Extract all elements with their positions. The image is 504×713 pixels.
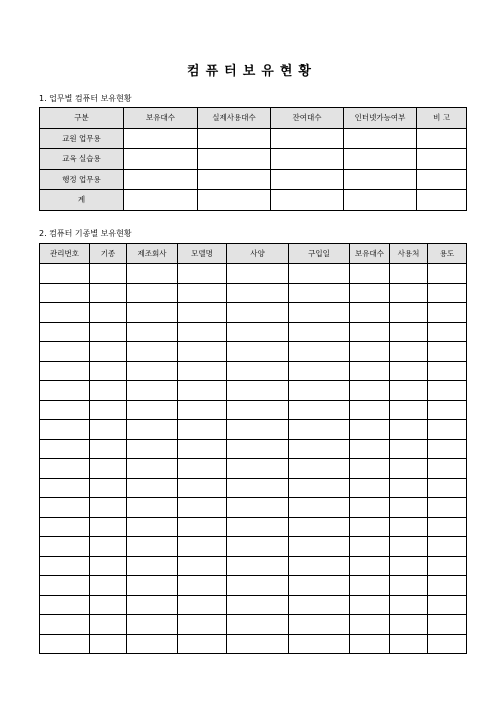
table-cell[interactable] — [124, 190, 198, 211]
table-cell[interactable] — [428, 615, 467, 635]
table-cell[interactable] — [127, 303, 178, 323]
table-cell[interactable] — [178, 322, 227, 342]
table-row — [40, 264, 467, 284]
table-cell[interactable] — [289, 537, 350, 557]
table-row — [40, 169, 467, 190]
table-cell[interactable] — [127, 400, 178, 420]
table-cell[interactable] — [227, 537, 289, 557]
col-manufacturer: 제조회사 — [127, 244, 178, 264]
table-cell[interactable] — [227, 615, 289, 635]
table-cell[interactable] — [40, 381, 90, 401]
table-cell[interactable] — [428, 634, 467, 654]
col-model-type: 기종 — [90, 244, 127, 264]
table-cell[interactable] — [289, 556, 350, 576]
table-cell[interactable] — [178, 459, 227, 479]
table-cell[interactable] — [178, 420, 227, 440]
table-cell[interactable] — [390, 439, 428, 459]
table-cell[interactable] — [40, 439, 90, 459]
table-cell[interactable] — [127, 595, 178, 615]
col-remaining-count: 잔여대수 — [271, 108, 344, 129]
table-cell[interactable] — [227, 634, 289, 654]
table-cell[interactable] — [271, 149, 344, 170]
table-cell[interactable] — [428, 420, 467, 440]
table-row — [40, 303, 467, 323]
table-cell[interactable] — [40, 498, 90, 518]
table-cell[interactable] — [40, 595, 90, 615]
table-cell[interactable] — [428, 595, 467, 615]
table-cell[interactable] — [344, 149, 417, 170]
table-cell[interactable] — [350, 264, 390, 284]
table-cell[interactable] — [40, 634, 90, 654]
table-cell[interactable] — [90, 283, 127, 303]
table-cell[interactable] — [90, 400, 127, 420]
table-cell[interactable] — [428, 342, 467, 362]
table-cell[interactable] — [90, 381, 127, 401]
table-cell[interactable] — [127, 576, 178, 596]
table-cell[interactable] — [350, 400, 390, 420]
table-cell[interactable] — [289, 303, 350, 323]
table-cell[interactable] — [90, 361, 127, 381]
table-cell[interactable] — [90, 342, 127, 362]
table-cell[interactable] — [289, 420, 350, 440]
table-cell[interactable] — [350, 498, 390, 518]
table-cell[interactable] — [90, 498, 127, 518]
table-cell[interactable] — [127, 615, 178, 635]
table-cell[interactable] — [271, 128, 344, 149]
table-cell[interactable] — [178, 498, 227, 518]
table-cell[interactable] — [227, 556, 289, 576]
table-cell[interactable] — [350, 283, 390, 303]
model-table — [39, 243, 467, 654]
table-cell[interactable] — [178, 264, 227, 284]
table-cell[interactable] — [390, 459, 428, 479]
table-row — [40, 634, 467, 654]
table-cell[interactable] — [390, 303, 428, 323]
table-cell[interactable] — [289, 615, 350, 635]
row-label: 행정 업무용 — [40, 169, 124, 190]
table-cell[interactable] — [178, 615, 227, 635]
table-row — [40, 517, 467, 537]
table-row — [40, 478, 467, 498]
table-cell[interactable] — [127, 537, 178, 557]
table-cell[interactable] — [40, 420, 90, 440]
table-cell[interactable] — [428, 517, 467, 537]
table-cell[interactable] — [350, 342, 390, 362]
table-cell[interactable] — [127, 264, 178, 284]
table-cell[interactable] — [127, 478, 178, 498]
table-cell[interactable] — [390, 264, 428, 284]
table-cell[interactable] — [178, 283, 227, 303]
table-cell[interactable] — [417, 169, 467, 190]
col-purpose: 용도 — [428, 244, 467, 264]
section1-heading: 1. 업무별 컴퓨터 보유현황 — [39, 94, 132, 103]
table-cell[interactable] — [227, 361, 289, 381]
table-cell[interactable] — [90, 439, 127, 459]
table-cell[interactable] — [227, 400, 289, 420]
table-cell[interactable] — [90, 595, 127, 615]
table-cell[interactable] — [178, 439, 227, 459]
table-cell[interactable] — [198, 128, 271, 149]
table-cell[interactable] — [178, 556, 227, 576]
table-cell[interactable] — [289, 459, 350, 479]
table-row — [40, 615, 467, 635]
table-cell[interactable] — [390, 556, 428, 576]
table-cell[interactable] — [124, 169, 198, 190]
table-cell[interactable] — [428, 459, 467, 479]
table-cell[interactable] — [40, 556, 90, 576]
table-cell[interactable] — [428, 400, 467, 420]
table-cell[interactable] — [289, 634, 350, 654]
table-cell[interactable] — [390, 400, 428, 420]
table-cell[interactable] — [227, 322, 289, 342]
table-cell[interactable] — [390, 537, 428, 557]
table-cell[interactable] — [390, 517, 428, 537]
table-cell[interactable] — [227, 420, 289, 440]
table-cell[interactable] — [90, 420, 127, 440]
table-cell[interactable] — [124, 149, 198, 170]
table-row — [40, 537, 467, 557]
table-cell[interactable] — [40, 400, 90, 420]
row-label: 계 — [40, 190, 124, 211]
table-cell[interactable] — [127, 361, 178, 381]
table-cell[interactable] — [127, 342, 178, 362]
table-cell[interactable] — [350, 420, 390, 440]
table-cell[interactable] — [271, 169, 344, 190]
table-cell[interactable] — [127, 439, 178, 459]
table-cell[interactable] — [390, 342, 428, 362]
table-cell[interactable] — [178, 576, 227, 596]
table-row — [40, 400, 467, 420]
table-cell[interactable] — [350, 322, 390, 342]
table-cell[interactable] — [390, 381, 428, 401]
table-cell[interactable] — [289, 439, 350, 459]
table-cell[interactable] — [178, 303, 227, 323]
table-cell[interactable] — [350, 517, 390, 537]
table-cell[interactable] — [350, 595, 390, 615]
table-cell[interactable] — [90, 556, 127, 576]
table-cell[interactable] — [40, 361, 90, 381]
table-cell[interactable] — [90, 322, 127, 342]
table-cell[interactable] — [428, 537, 467, 557]
table-cell[interactable] — [127, 498, 178, 518]
table-cell[interactable] — [127, 556, 178, 576]
row-label: 교육 실습용 — [40, 149, 124, 170]
table-cell[interactable] — [90, 615, 127, 635]
table-cell[interactable] — [428, 478, 467, 498]
table-cell[interactable] — [40, 517, 90, 537]
table-cell[interactable] — [127, 322, 178, 342]
table-cell[interactable] — [271, 190, 344, 211]
table-cell[interactable] — [417, 190, 467, 211]
table-cell[interactable] — [178, 381, 227, 401]
usage-table-header — [40, 108, 467, 129]
section2-heading: 2. 컴퓨터 기종별 보유현황 — [39, 229, 132, 238]
table-cell[interactable] — [40, 576, 90, 596]
table-cell[interactable] — [428, 264, 467, 284]
table-cell[interactable] — [178, 478, 227, 498]
table-cell[interactable] — [227, 303, 289, 323]
table-row — [40, 149, 467, 170]
table-cell[interactable] — [289, 283, 350, 303]
table-row — [40, 420, 467, 440]
table-cell[interactable] — [227, 576, 289, 596]
model-table-header — [40, 244, 467, 264]
table-cell[interactable] — [227, 283, 289, 303]
table-cell[interactable] — [428, 556, 467, 576]
table-cell[interactable] — [227, 439, 289, 459]
table-cell[interactable] — [198, 149, 271, 170]
table-cell[interactable] — [350, 381, 390, 401]
table-cell[interactable] — [40, 303, 90, 323]
col-internet-available: 인터넷가능여부 — [344, 108, 417, 129]
col-remarks: 비 고 — [417, 108, 467, 129]
table-cell[interactable] — [178, 400, 227, 420]
table-cell[interactable] — [390, 420, 428, 440]
table-cell[interactable] — [198, 190, 271, 211]
table-row — [40, 128, 467, 149]
table-cell[interactable] — [428, 283, 467, 303]
table-cell[interactable] — [289, 478, 350, 498]
table-cell[interactable] — [178, 361, 227, 381]
table-cell[interactable] — [417, 128, 467, 149]
table-cell[interactable] — [178, 595, 227, 615]
table-cell[interactable] — [428, 322, 467, 342]
table-cell[interactable] — [178, 342, 227, 362]
table-cell[interactable] — [350, 478, 390, 498]
table-cell[interactable] — [227, 381, 289, 401]
table-row — [40, 322, 467, 342]
table-cell[interactable] — [390, 478, 428, 498]
table-cell[interactable] — [344, 169, 417, 190]
table-row — [40, 576, 467, 596]
table-cell[interactable] — [40, 459, 90, 479]
table-cell[interactable] — [127, 459, 178, 479]
table-cell[interactable] — [90, 634, 127, 654]
col-specification: 사양 — [227, 244, 289, 264]
table-cell[interactable] — [428, 576, 467, 596]
table-cell[interactable] — [350, 615, 390, 635]
table-cell[interactable] — [390, 615, 428, 635]
table-cell[interactable] — [178, 517, 227, 537]
table-cell[interactable] — [428, 381, 467, 401]
table-row — [40, 342, 467, 362]
col-owned-count: 보유대수 — [124, 108, 198, 129]
col-purchase-date: 구입일 — [289, 244, 350, 264]
table-cell[interactable] — [417, 149, 467, 170]
table-row — [40, 498, 467, 518]
table-cell[interactable] — [227, 264, 289, 284]
col-owned-count: 보유대수 — [350, 244, 390, 264]
table-cell[interactable] — [390, 595, 428, 615]
table-cell[interactable] — [428, 303, 467, 323]
table-cell[interactable] — [90, 264, 127, 284]
table-cell[interactable] — [90, 537, 127, 557]
table-cell[interactable] — [227, 342, 289, 362]
table-cell[interactable] — [198, 169, 271, 190]
table-cell[interactable] — [90, 303, 127, 323]
table-cell[interactable] — [127, 517, 178, 537]
col-actual-use-count: 실제사용대수 — [198, 108, 271, 129]
table-cell[interactable] — [350, 303, 390, 323]
table-cell[interactable] — [390, 498, 428, 518]
table-cell[interactable] — [289, 264, 350, 284]
table-cell[interactable] — [227, 595, 289, 615]
row-label: 교원 업무용 — [40, 128, 124, 149]
table-row — [40, 381, 467, 401]
table-cell[interactable] — [289, 381, 350, 401]
table-cell[interactable] — [289, 576, 350, 596]
table-row — [40, 459, 467, 479]
table-cell[interactable] — [350, 459, 390, 479]
table-row — [40, 361, 467, 381]
table-cell[interactable] — [124, 128, 198, 149]
page-title: 컴퓨터보유현황 — [187, 64, 317, 79]
table-cell[interactable] — [344, 128, 417, 149]
table-cell[interactable] — [350, 556, 390, 576]
table-cell[interactable] — [227, 517, 289, 537]
col-management-number: 관리번호 — [40, 244, 90, 264]
table-row — [40, 556, 467, 576]
table-cell[interactable] — [289, 595, 350, 615]
table-cell[interactable] — [390, 634, 428, 654]
table-cell[interactable] — [127, 381, 178, 401]
table-cell[interactable] — [227, 498, 289, 518]
table-row — [40, 283, 467, 303]
table-cell[interactable] — [390, 283, 428, 303]
table-cell[interactable] — [289, 517, 350, 537]
table-cell[interactable] — [40, 615, 90, 635]
table-cell[interactable] — [40, 322, 90, 342]
col-category: 구분 — [40, 108, 124, 129]
table-cell[interactable] — [178, 537, 227, 557]
table-cell[interactable] — [227, 478, 289, 498]
table-cell[interactable] — [90, 459, 127, 479]
table-cell[interactable] — [350, 361, 390, 381]
table-cell[interactable] — [428, 361, 467, 381]
col-user: 사용처 — [390, 244, 428, 264]
table-cell[interactable] — [289, 361, 350, 381]
table-cell[interactable] — [40, 537, 90, 557]
table-cell[interactable] — [127, 283, 178, 303]
table-cell[interactable] — [390, 576, 428, 596]
table-row — [40, 595, 467, 615]
usage-table — [39, 107, 467, 211]
table-cell[interactable] — [350, 634, 390, 654]
table-cell[interactable] — [40, 478, 90, 498]
table-cell[interactable] — [428, 498, 467, 518]
table-cell[interactable] — [289, 322, 350, 342]
table-cell[interactable] — [289, 342, 350, 362]
table-row — [40, 190, 467, 211]
table-cell[interactable] — [227, 459, 289, 479]
table-cell[interactable] — [390, 322, 428, 342]
table-cell[interactable] — [40, 283, 90, 303]
col-model-name: 모델명 — [178, 244, 227, 264]
table-cell[interactable] — [40, 264, 90, 284]
table-cell[interactable] — [390, 361, 428, 381]
table-cell[interactable] — [127, 420, 178, 440]
table-cell[interactable] — [350, 439, 390, 459]
table-cell[interactable] — [40, 342, 90, 362]
table-cell[interactable] — [90, 478, 127, 498]
table-cell[interactable] — [344, 190, 417, 211]
table-cell[interactable] — [90, 576, 127, 596]
table-cell[interactable] — [127, 634, 178, 654]
table-cell[interactable] — [289, 400, 350, 420]
table-cell[interactable] — [90, 517, 127, 537]
table-cell[interactable] — [350, 537, 390, 557]
table-cell[interactable] — [178, 634, 227, 654]
table-cell[interactable] — [289, 498, 350, 518]
table-cell[interactable] — [428, 439, 467, 459]
table-cell[interactable] — [350, 576, 390, 596]
table-row — [40, 439, 467, 459]
